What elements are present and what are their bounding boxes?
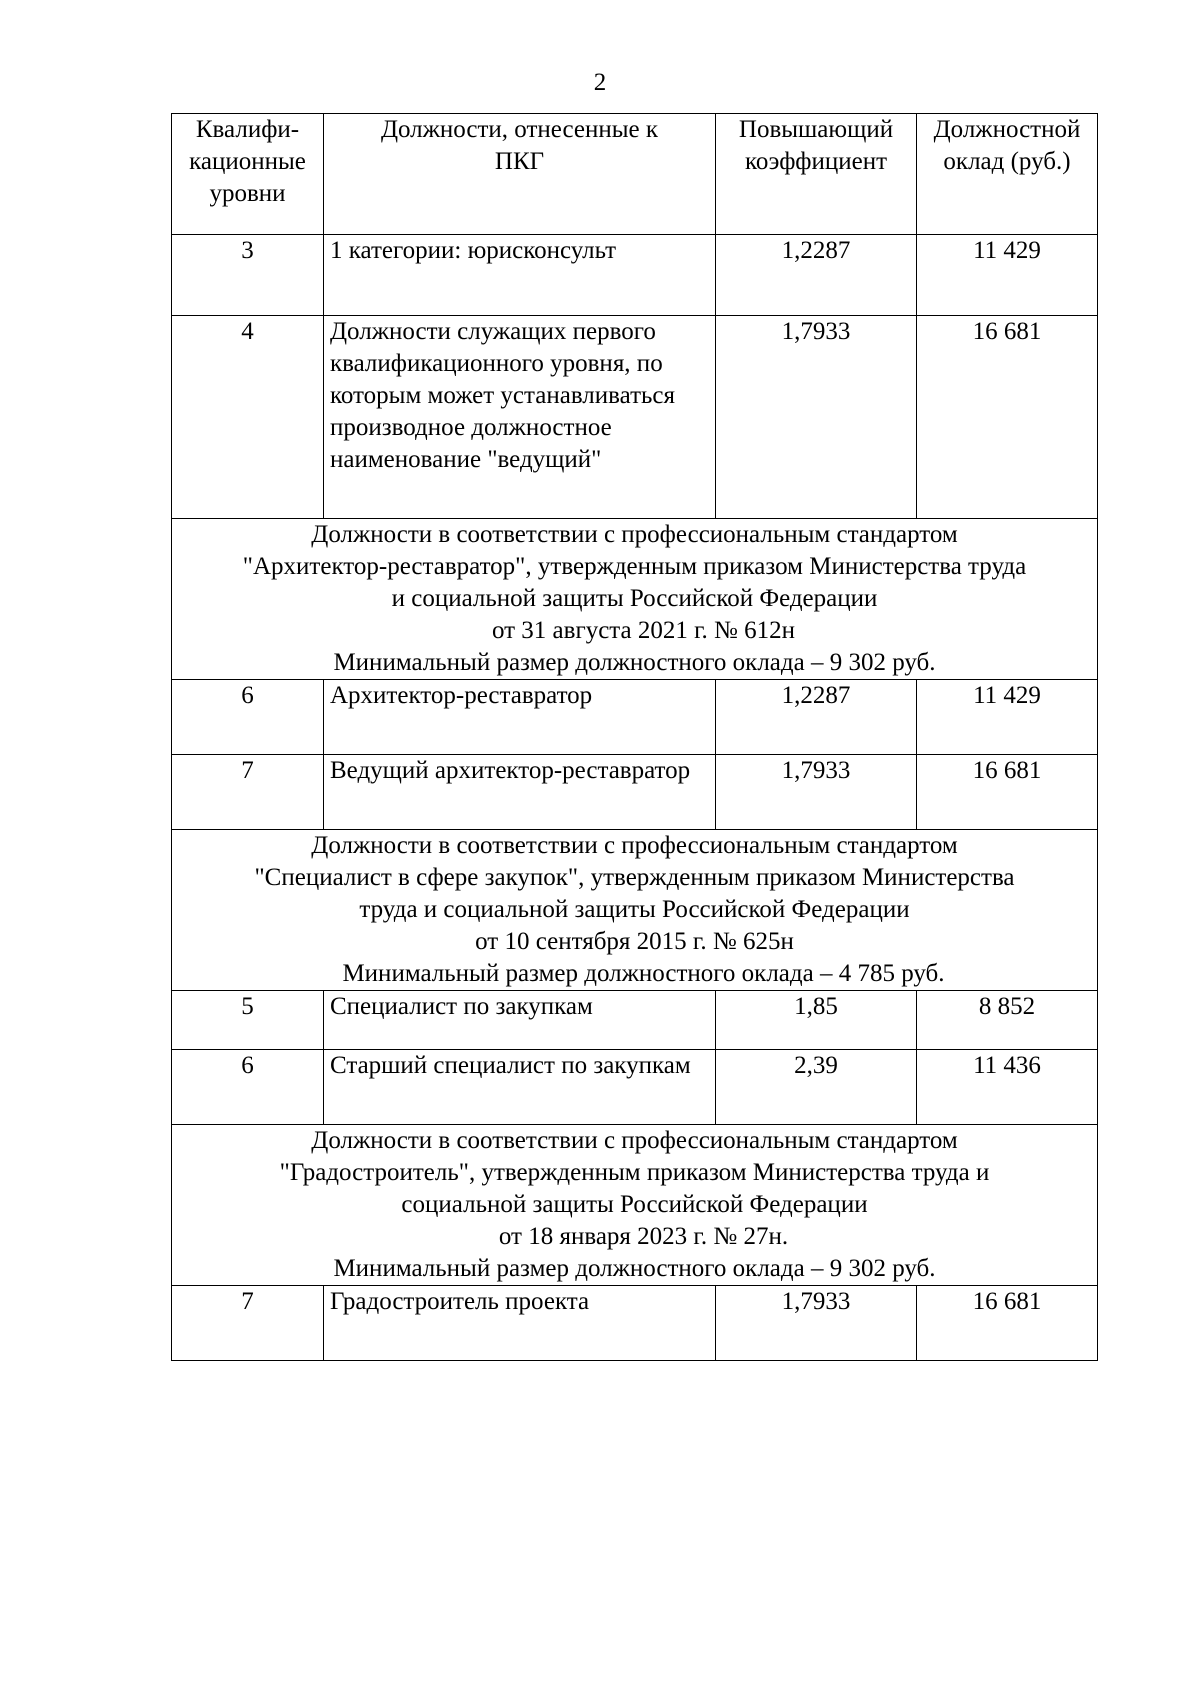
standard-section-cell	[172, 830, 1098, 991]
position-cell: Градостроитель проекта	[324, 1286, 716, 1361]
salary-cell: 8 852	[917, 991, 1098, 1050]
standard-section-row	[172, 519, 1098, 680]
level-cell: 6	[172, 1050, 324, 1125]
salary-cell: 16 681	[917, 1286, 1098, 1361]
salary-cell: 11 429	[917, 235, 1098, 316]
table-row	[172, 755, 1098, 830]
page-number: 2	[593, 69, 607, 96]
table-row	[172, 1050, 1098, 1125]
salary-cell: 11 429	[917, 680, 1098, 755]
section-line: "Градостроитель", утвержденным приказом Министерства труда и	[279, 1159, 990, 1186]
header-salary: Должностной оклад (руб.)	[917, 114, 1098, 235]
position-cell: Должности служащих первого квалификационного уровня, по которым может устанавливаться производное должностное наименование "ведущий"	[324, 316, 716, 519]
table-row	[172, 235, 1098, 316]
position-cell: Архитектор-реставратор	[324, 680, 716, 755]
salary-cell: 11 436	[917, 1050, 1098, 1125]
section-line: от 10 сентября 2015 г. № 625н	[475, 928, 794, 955]
salary-cell: 16 681	[917, 755, 1098, 830]
section-line: труда и социальной защиты Российской Федерации	[359, 896, 910, 923]
coefficient-cell: 1,85	[716, 991, 917, 1050]
coefficient-cell: 2,39	[716, 1050, 917, 1125]
section-line: социальной защиты Российской Федерации	[401, 1191, 868, 1218]
section-line: и социальной защиты Российской Федерации	[391, 585, 878, 612]
level-cell: 7	[172, 1286, 324, 1361]
table-row	[172, 1286, 1098, 1361]
standard-section-row	[172, 1125, 1098, 1286]
level-cell: 6	[172, 680, 324, 755]
standard-section-row	[172, 830, 1098, 991]
section-line: от 31 августа 2021 г. № 612н	[491, 617, 796, 644]
table-row	[172, 316, 1098, 519]
level-cell: 7	[172, 755, 324, 830]
table-header-row	[172, 114, 1098, 235]
section-line: "Специалист в сфере закупок", утвержденным приказом Министерства	[254, 864, 1015, 891]
coefficient-cell: 1,7933	[716, 316, 917, 519]
salary-cell: 16 681	[917, 316, 1098, 519]
section-line: "Архитектор-реставратор", утвержденным приказом Министерства труда	[242, 553, 1027, 580]
section-line: Минимальный размер должностного оклада – 9 302 руб.	[333, 1255, 936, 1282]
standard-section-cell	[172, 519, 1098, 680]
section-line: Минимальный размер должностного оклада – 9 302 руб.	[333, 649, 936, 676]
position-cell: 1 категории: юрисконсульт	[324, 235, 716, 316]
section-line: Должности в соответствии с профессиональным стандартом	[311, 521, 958, 548]
header-levels: Квалифи- кационные уровни	[172, 114, 324, 235]
coefficient-cell: 1,2287	[716, 680, 917, 755]
coefficient-cell: 1,7933	[716, 755, 917, 830]
section-line: Должности в соответствии с профессиональным стандартом	[311, 1127, 958, 1154]
section-line: Должности в соответствии с профессиональным стандартом	[311, 832, 958, 859]
level-cell: 3	[172, 235, 324, 316]
header-positions: Должности, отнесенные к ПКГ	[324, 114, 716, 235]
level-cell: 5	[172, 991, 324, 1050]
position-cell: Старший специалист по закупкам	[324, 1050, 716, 1125]
salary-table	[171, 113, 1098, 1361]
table-row	[172, 991, 1098, 1050]
position-cell: Специалист по закупкам	[324, 991, 716, 1050]
section-line: от 18 января 2023 г. № 27н.	[498, 1223, 789, 1250]
level-cell: 4	[172, 316, 324, 519]
coefficient-cell: 1,7933	[716, 1286, 917, 1361]
table-row	[172, 680, 1098, 755]
coefficient-cell: 1,2287	[716, 235, 917, 316]
header-coefficient: Повышающий коэффициент	[716, 114, 917, 235]
position-cell: Ведущий архитектор-реставратор	[324, 755, 716, 830]
section-line: Минимальный размер должностного оклада – 4 785 руб.	[342, 960, 945, 987]
standard-section-cell	[172, 1125, 1098, 1286]
